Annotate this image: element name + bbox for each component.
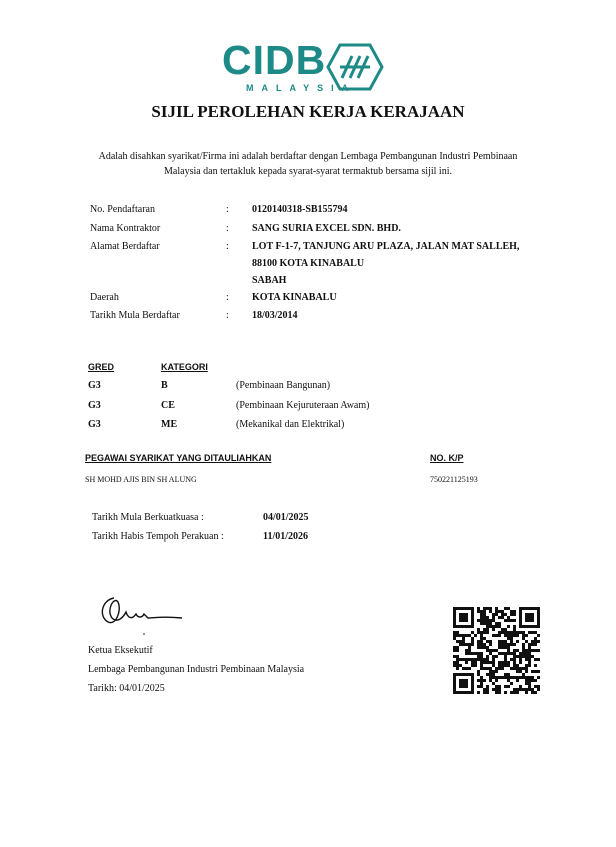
page-title: SIJIL PEROLEHAN KERJA KERAJAAN [151,102,465,121]
colon: : [226,292,229,303]
officer-ic: 750221125193 [430,475,478,484]
label-tarikh-habis-tempoh: Tarikh Habis Tempoh Perakuan : [92,531,224,542]
grade-row-3-desc: (Mekanikal dan Elektrikal) [236,419,345,430]
grade-row-2-desc: (Pembinaan Kejuruteraan Awam) [236,400,370,411]
value-tarikh-mula-berkuatkuasa: 04/01/2025 [263,512,309,523]
label-nama-kontraktor: Nama Kontraktor [90,223,161,234]
gred-header: GRED [88,362,115,372]
kategori-header: KATEGORI [161,362,208,372]
value-tarikh-habis-tempoh: 11/01/2026 [263,531,309,542]
value-nama-kontraktor: SANG SURIA EXCEL SDN. BHD. [252,223,401,234]
intro-line-2: Malaysia dan tertakluk kepada syarat-syarat termaktub bersama sijil ini. [164,166,452,177]
grade-row-1-kategori: B [161,380,168,391]
grade-row-2-kategori: CE [161,400,175,411]
qr-code-icon [453,607,540,694]
value-alamat-line-1: LOT F-1-7, TANJUNG ARU PLAZA, JALAN MAT SALLEH, [252,241,520,252]
label-tarikh-mula-berdaftar: Tarikh Mula Berdaftar [90,310,180,321]
colon: : [226,310,229,321]
label-alamat: Alamat Berdaftar [90,241,160,252]
officer-header: PEGAWAI SYARIKAT YANG DITAULIAHKAN [85,453,272,463]
cidb-logo-icon [326,42,384,92]
grade-row-1-gred: G3 [88,380,101,391]
ic-header: NO. K/P [430,453,464,463]
grade-row-3-kategori: ME [161,419,178,430]
value-alamat-line-3: SABAH [252,275,287,286]
label-tarikh-mula-berkuatkuasa: Tarikh Mula Berkuatkuasa : [92,512,204,523]
value-tarikh-mula-berdaftar: 18/03/2014 [252,310,298,321]
grade-row-2-gred: G3 [88,400,101,411]
label-daerah: Daerah [90,292,119,303]
label-no-pendaftaran: No. Pendaftaran [90,204,155,215]
value-daerah: KOTA KINABALU [252,292,337,303]
grade-row-1-desc: (Pembinaan Bangunan) [236,380,331,391]
intro-line-1: Adalah disahkan syarikat/Firma ini adalah berdaftar dengan Lembaga Pembangunan Industri Pembinaan [98,151,518,162]
cidb-logo-subtext: MALAYSIA [246,83,357,93]
value-alamat-line-2: 88100 KOTA KINABALU [252,258,365,269]
footer-organisation: Lembaga Pembangunan Industri Pembinaan Malaysia [88,664,305,675]
value-no-pendaftaran: 0120140318-SB155794 [252,204,348,215]
footer-title: Ketua Eksekutif [88,645,153,656]
colon: : [226,204,229,215]
colon: : [226,223,229,234]
footer-date: Tarikh: 04/01/2025 [88,683,165,694]
grade-row-3-gred: G3 [88,419,101,430]
cidb-logo-text: CIDB [222,37,327,83]
signature-image [92,588,188,638]
colon: : [226,241,229,252]
officer-name: SH MOHD AJIS BIN SH ALUNG [85,475,197,484]
